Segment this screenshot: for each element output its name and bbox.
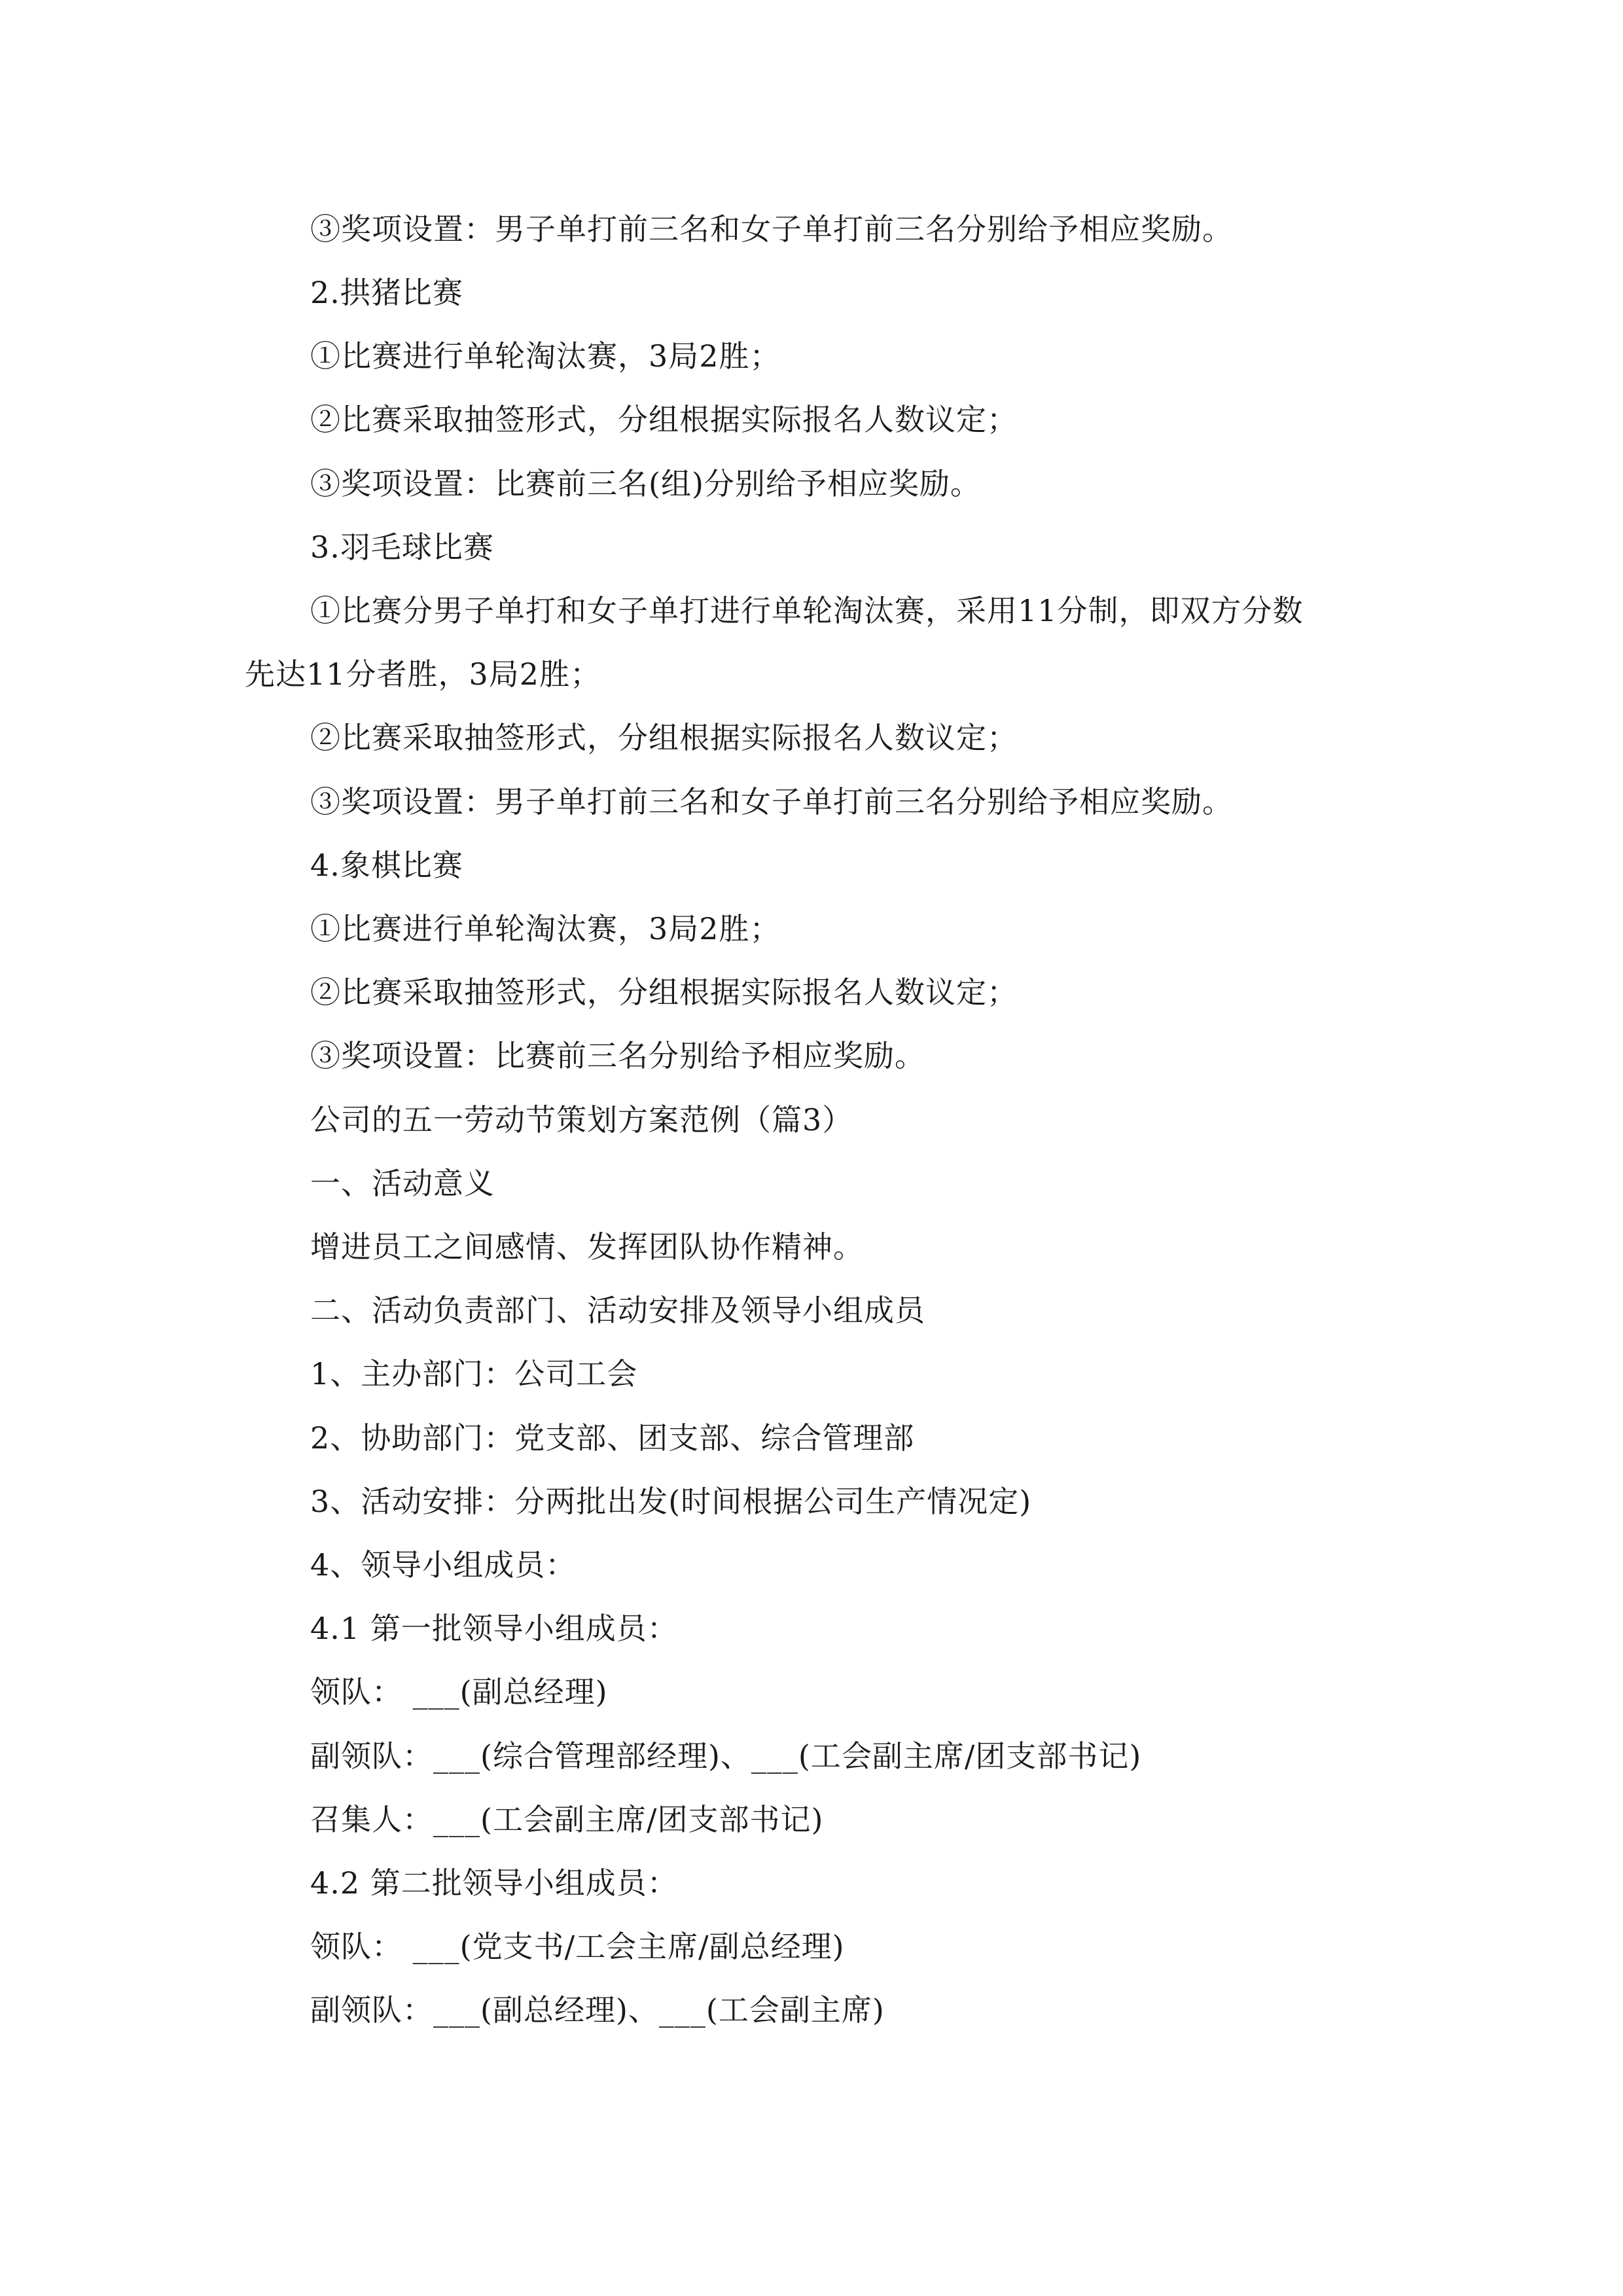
paragraph-line: 领队： ___(党支书/工会主席/副总经理) — [310, 1929, 845, 1964]
paragraph-line: 3、活动安排：分两批出发(时间根据公司生产情况定) — [310, 1484, 1032, 1519]
paragraph-line: 2、协助部门：党支部、团支部、综合管理部 — [310, 1420, 915, 1456]
paragraph-line: 增进员工之间感情、发挥团队协作精神。 — [310, 1229, 864, 1265]
paragraph-line: 4、领导小组成员： — [310, 1547, 577, 1583]
paragraph-line: ①比赛分男子单打和女子单打进行单轮淘汰赛，采用11分制，即双方分数 — [310, 593, 1304, 628]
paragraph-line: 4.2 第二批领导小组成员： — [310, 1865, 678, 1901]
paragraph-line: 召集人：___(工会副主席/团支部书记) — [310, 1802, 824, 1837]
paragraph-line: 4.1 第一批领导小组成员： — [310, 1611, 678, 1646]
paragraph-line: 副领队：___(副总经理)、___(工会副主席) — [310, 1992, 885, 2028]
paragraph-line: ③奖项设置：男子单打前三名和女子单打前三名分别给予相应奖励。 — [310, 784, 1233, 819]
paragraph-line: ③奖项设置：比赛前三名(组)分别给予相应奖励。 — [310, 466, 981, 501]
paragraph-line: ③奖项设置：男子单打前三名和女子单打前三名分别给予相应奖励。 — [310, 211, 1233, 247]
chapter-title: 公司的五一劳动节策划方案范例（篇3） — [310, 1102, 853, 1138]
paragraph-line: ③奖项设置：比赛前三名分别给予相应奖励。 — [310, 1038, 925, 1073]
paragraph-line: ②比赛采取抽签形式，分组根据实际报名人数议定； — [310, 402, 1018, 437]
paragraph-line: 1、主办部门：公司工会 — [310, 1356, 638, 1391]
paragraph-line: 副领队：___(综合管理部经理)、___(工会副主席/团支部书记) — [310, 1738, 1142, 1774]
paragraph-line: ②比赛采取抽签形式，分组根据实际报名人数议定； — [310, 975, 1018, 1010]
section-heading: 2.拱猪比赛 — [310, 275, 463, 310]
paragraph-line-continued: 先达11分者胜，3局2胜； — [245, 656, 601, 692]
paragraph-line: ①比赛进行单轮淘汰赛，3局2胜； — [310, 338, 781, 374]
paragraph-line: 领队： ___(副总经理) — [310, 1674, 608, 1710]
section-heading: 二、活动负责部门、活动安排及领导小组成员 — [310, 1293, 925, 1328]
section-heading: 3.羽毛球比赛 — [310, 529, 494, 565]
section-heading: 一、活动意义 — [310, 1166, 495, 1201]
section-heading: 4.象棋比赛 — [310, 848, 463, 883]
paragraph-line: ②比赛采取抽签形式，分组根据实际报名人数议定； — [310, 720, 1018, 755]
paragraph-line: ①比赛进行单轮淘汰赛，3局2胜； — [310, 911, 781, 946]
